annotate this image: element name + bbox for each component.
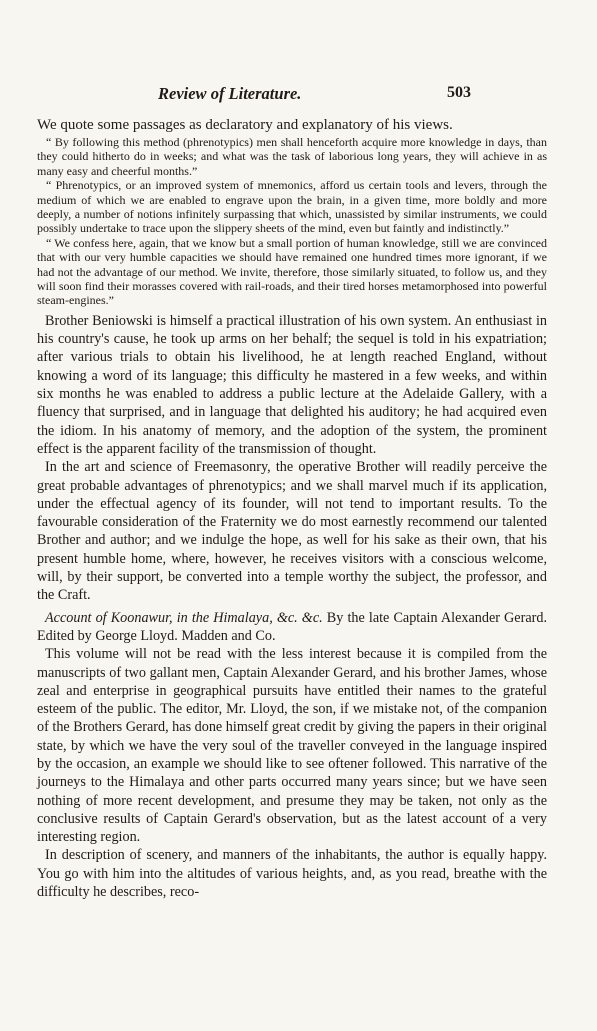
quote-paragraph-3: “ We confess here, again, that we know but a small portion of human knowledge, still we are convinced that with our very humble capacities we should have remained one hundred times more ignorant, if we had not the advantage of our method. We invite, therefore, those similarly situated, to follow us, and they will soon find their morasses covered with rail-roads, and their tired horses metamorphosed into powerful steam-engines.” (37, 235, 547, 308)
body-paragraph-4: In description of scenery, and manners of the inhabitants, the author is equally happy. You go with him into the altitudes of various heights, and, as you read, breathe with the difficulty he describes, reco- (37, 847, 547, 901)
running-title: Review of Literature. (158, 84, 302, 103)
review-book-details: By the late Captain Alexander Gerard. Edited by George Lloyd. Madden and Co. (37, 609, 547, 644)
review-book-title: Account of Koonawur, in the Himalaya, &c. &c. (45, 609, 323, 626)
page-number: 503 (447, 84, 471, 101)
review-heading (37, 609, 547, 646)
body-paragraph-1: Brother Beniowski is himself a practical illustration of his own system. An enthusiast in his country's cause, he took up arms on her behalf; the sequel is told in his expatriation; after various trials to obtain his livelihood, he at length reached England, without knowing a word of its language; this difficulty he mastered in a few weeks, and within six months he was enabled to address a public lecture at the Adelaide Gallery, with a fluency that surprised, and in language that delighted his auditory; he had acquired even the idiom. In his anatomy of memory, and the adoption of the system, the prominent effect is the apparent facility of the transmission of thought. (37, 312, 547, 457)
quote-paragraph-1: “ By following this method (phrenotypics) men shall henceforth acquire more knowledge in days, than they could hitherto do in weeks; and what was the task of laborious long years, they will achieve in as many easy and cheerful months.” (37, 135, 547, 178)
intro-line: We quote some passages as declaratory and explanatory of his views. (37, 117, 453, 133)
quote-paragraph-2: “ Phrenotypics, or an improved system of mnemonics, afford us certain tools and levers, through the medium of which we are enabled to engrave upon the brain, in a given time, more boldly and more deeply, a number of notions infinitely surpassing that which, unassisted by similar instruments, we could possibly undertake to trace upon the slippery sheets of the mind, even but faintly and indistinctly.” (37, 178, 547, 236)
body-paragraph-3: This volume will not be read with the less interest because it is compiled from the manuscripts of two gallant men, Captain Alexander Gerard, and his brother James, whose zeal and enterprise in geographical pursuits have entitled their names to the grateful esteem of the public. The editor, Mr. Lloyd, the son, if we mistake not, of the companion of the Brothers Gerard, has done himself great credit by giving the papers in their original state, by which we have the very soul of the traveller conveyed in the language inspired by the occasion, an example we should like to see oftener followed. This narrative of the journeys to the Himalaya and other parts occurred many years since; but we have seen nothing of more recent development, and presume they may be taken, not only as the conclusive results of Captain Gerard's observation, but as the latest account of a very interesting region. (37, 646, 547, 846)
body-paragraph-2: In the art and science of Freemasonry, the operative Brother will readily perceive the great probable advantages of phrenotypics; and we shall marvel much if its application, under the effectual agency of its founder, will not tend to important results. To the favourable consideration of the Fraternity we do most earnestly recommend our talented Brother and author; and we indulge the hope, as well for his sake as their own, that his present humble home, where, however, he receives visitors with a conscious welcome, will, by their support, be converted into a temple worthy the subject, the professor, and the Craft. (37, 459, 547, 604)
page-header (0, 84, 597, 108)
page-body (37, 116, 547, 901)
